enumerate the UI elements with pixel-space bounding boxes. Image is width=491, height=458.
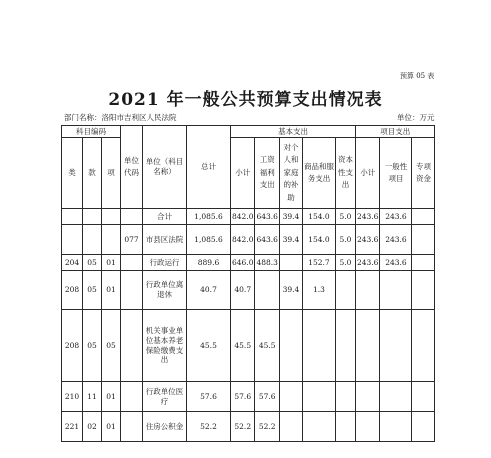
cell-goods-services	[302, 310, 335, 382]
header-wage-welfare: 工资福利支出	[255, 138, 279, 209]
cell-goods-services: 152.7	[302, 255, 335, 271]
cell-xiang	[102, 209, 121, 225]
header-unit-name: 单位（科目名称）	[143, 126, 187, 209]
cell-special-fund	[412, 412, 435, 442]
cell-unit-code	[121, 382, 143, 412]
table-number-note: 预算 05 表	[400, 72, 435, 80]
header-goods-services: 商品和服务支出	[302, 138, 335, 209]
table-row	[62, 310, 435, 382]
header-lei: 类	[62, 138, 83, 209]
cell-personal-subsidy: 39.4	[279, 271, 302, 310]
cell-wage-welfare: 643.6	[255, 225, 279, 255]
cell-capital	[335, 412, 355, 442]
cell-project-subtotal: 243.6	[355, 225, 379, 255]
cell-special-fund	[412, 255, 435, 271]
cell-unit-code	[121, 310, 143, 382]
cell-basic-subtotal: 842.0	[231, 209, 255, 225]
cell-unit-code	[121, 255, 143, 271]
cell-capital	[335, 271, 355, 310]
cell-capital: 5.0	[335, 225, 355, 255]
cell-special-fund	[412, 310, 435, 382]
cell-capital: 5.0	[335, 255, 355, 271]
cell-lei: 208	[62, 271, 83, 310]
cell-capital	[335, 382, 355, 412]
cell-general-project	[380, 382, 412, 412]
cell-unit-name: 合计	[143, 209, 187, 225]
cell-project-subtotal	[355, 412, 379, 442]
header-unit-code: 单位代码	[121, 126, 143, 209]
table-row	[62, 382, 435, 412]
cell-total: 52.2	[187, 412, 231, 442]
cell-total: 40.7	[187, 271, 231, 310]
header-personal-subsidy: 对个人和家庭的补助	[279, 138, 302, 209]
cell-basic-subtotal: 842.0	[231, 225, 255, 255]
cell-xiang: 01	[102, 412, 121, 442]
cell-project-subtotal: 243.6	[355, 209, 379, 225]
cell-unit-name: 市县区法院	[143, 225, 187, 255]
cell-lei: 210	[62, 382, 83, 412]
page-title: 2021 年一般公共预算支出情况表	[108, 90, 383, 110]
cell-capital	[335, 310, 355, 382]
cell-project-subtotal	[355, 271, 379, 310]
cell-xiang: 01	[102, 382, 121, 412]
unit-label: 单位：万元	[397, 113, 435, 122]
cell-lei: 204	[62, 255, 83, 271]
cell-basic-subtotal: 40.7	[231, 271, 255, 310]
cell-general-project: 243.6	[380, 255, 412, 271]
cell-xiang: 01	[102, 255, 121, 271]
cell-capital: 5.0	[335, 209, 355, 225]
cell-total: 57.6	[187, 382, 231, 412]
cell-general-project	[380, 310, 412, 382]
cell-unit-code	[121, 412, 143, 442]
cell-special-fund	[412, 209, 435, 225]
cell-xiang	[102, 225, 121, 255]
cell-wage-welfare	[255, 271, 279, 310]
cell-xiang: 05	[102, 310, 121, 382]
cell-special-fund	[412, 382, 435, 412]
cell-unit-code	[121, 271, 143, 310]
table-row	[62, 255, 435, 271]
cell-general-project	[380, 271, 412, 310]
table-row	[62, 209, 435, 225]
cell-total: 1,085.6	[187, 225, 231, 255]
cell-unit-name: 住房公积金	[143, 412, 187, 442]
cell-wage-welfare: 52.2	[255, 412, 279, 442]
cell-goods-services: 1.3	[302, 271, 335, 310]
cell-wage-welfare: 643.6	[255, 209, 279, 225]
cell-unit-name: 机关事业单位基本养老保险缴费支出	[143, 310, 187, 382]
header-project-subtotal: 小计	[355, 138, 379, 209]
header-general-project: 一般性项目	[380, 138, 412, 209]
cell-unit-code: 077	[121, 225, 143, 255]
cell-personal-subsidy: 39.4	[279, 209, 302, 225]
cell-personal-subsidy: 39.4	[279, 225, 302, 255]
header-kuan: 款	[83, 138, 102, 209]
header-subject-code: 科目编码	[62, 126, 121, 138]
cell-basic-subtotal: 45.5	[231, 310, 255, 382]
cell-total: 45.5	[187, 310, 231, 382]
cell-kuan	[83, 209, 102, 225]
cell-lei: 208	[62, 310, 83, 382]
cell-lei: 221	[62, 412, 83, 442]
cell-personal-subsidy	[279, 382, 302, 412]
department-name: 部门名称：洛阳市吉利区人民法院	[64, 113, 177, 122]
header-xiang: 项	[102, 138, 121, 209]
cell-kuan: 11	[83, 382, 102, 412]
budget-table	[61, 125, 435, 442]
cell-kuan: 02	[83, 412, 102, 442]
cell-wage-welfare: 45.5	[255, 310, 279, 382]
cell-general-project: 243.6	[380, 209, 412, 225]
cell-project-subtotal	[355, 382, 379, 412]
cell-goods-services	[302, 412, 335, 442]
cell-lei	[62, 225, 83, 255]
cell-personal-subsidy	[279, 412, 302, 442]
cell-basic-subtotal: 57.6	[231, 382, 255, 412]
header-special-fund: 专项资金	[412, 138, 435, 209]
cell-basic-subtotal: 646.0	[231, 255, 255, 271]
cell-personal-subsidy	[279, 310, 302, 382]
cell-basic-subtotal: 52.2	[231, 412, 255, 442]
cell-special-fund	[412, 225, 435, 255]
cell-total: 889.6	[187, 255, 231, 271]
cell-personal-subsidy	[279, 255, 302, 271]
cell-kuan: 05	[83, 255, 102, 271]
table-row	[62, 412, 435, 442]
table-row	[62, 225, 435, 255]
cell-lei	[62, 209, 83, 225]
cell-xiang: 01	[102, 271, 121, 310]
cell-project-subtotal: 243.6	[355, 255, 379, 271]
header-basic-subtotal: 小计	[231, 138, 255, 209]
header-project-expenditure: 项目支出	[355, 126, 434, 138]
cell-kuan: 05	[83, 271, 102, 310]
cell-unit-name: 行政运行	[143, 255, 187, 271]
cell-wage-welfare: 57.6	[255, 382, 279, 412]
header-total: 总计	[187, 126, 231, 209]
cell-special-fund	[412, 271, 435, 310]
cell-goods-services: 154.0	[302, 209, 335, 225]
table-row	[62, 271, 435, 310]
header-capital: 资本性支出	[335, 138, 355, 209]
cell-wage-welfare: 488.3	[255, 255, 279, 271]
cell-kuan	[83, 225, 102, 255]
header-basic-expenditure: 基本支出	[231, 126, 356, 138]
cell-kuan: 05	[83, 310, 102, 382]
cell-goods-services	[302, 382, 335, 412]
cell-unit-code	[121, 209, 143, 225]
cell-general-project: 243.6	[380, 225, 412, 255]
cell-goods-services: 154.0	[302, 225, 335, 255]
cell-total: 1,085.6	[187, 209, 231, 225]
cell-unit-name: 行政单位离退休	[143, 271, 187, 310]
cell-unit-name: 行政单位医疗	[143, 382, 187, 412]
cell-general-project	[380, 412, 412, 442]
cell-project-subtotal	[355, 310, 379, 382]
